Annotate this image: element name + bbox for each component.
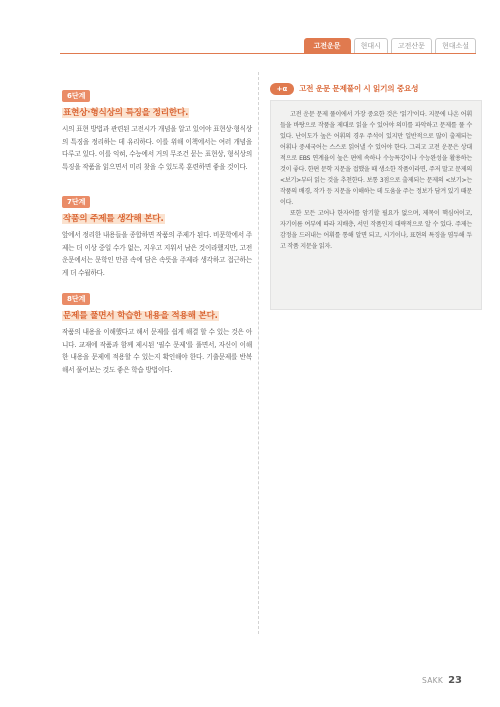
footer-label: SAKK: [422, 676, 444, 685]
column-divider: [258, 72, 259, 634]
tip-box-title: 고전 운문 문제풀이 시 읽기의 중요성: [299, 84, 419, 93]
step-7: [62, 189, 252, 279]
step-body: 앞에서 정리한 내용들을 종합하면 작품의 주제가 된다. 비문학에서 주제는 더 이상 중일 수가 없는, 지우고 지워서 남은 것이라했지만, 고전운문에서는 문학인 만큼 속에 담은 속뜻을 주제라 생각하고 접근하는게 더 수월하다.: [62, 231, 252, 277]
tip-box: [270, 82, 482, 310]
header-rule: [60, 53, 476, 54]
tab-modern-novel[interactable]: 현대소설: [435, 38, 476, 54]
step-body: 작품의 내용을 이해했다고 해서 문제를 쉽게 해결 할 수 있는 것은 아니다. 교재에 작품과 함께 제시된 '필수 문제'를 풀면서, 자신이 이해한 내용을 문제에 적용할 수 있는지 확인해야 한다. 기출문제를 반복해서 풀어보는 것도 좋은 학습 방법이다.: [62, 328, 252, 374]
tab-modern-poetry[interactable]: 현대시: [354, 38, 388, 54]
tip-paragraph: 고전 운문 문제 풀이에서 가장 중요한 것은 '읽기'이다. 지문에 나온 어휘들을 바탕으로 작품을 제대로 읽을 수 있어야 의미를 파악하고 문제를 풀 수 있다. 난이도가 높은 어휘의 경우 주석이 있지만 일반적으로 많이 출제되는 어휘나 중세국어는 스스로 읽어낼 수 있어야 한다. 그리고 고전 운문은 상대적으로 EBS 연계율이 높은 편에 속하나 수능특강이나 수능완성을 활용하는 것이 좋다. 한편 문학 지문을 접했을 때 생소한 작품이라면, 주저 말고 문제의 <보기>부터 읽는 것을 추천한다. 보통 3점으로 출제되는 문제의 <보기>는 작품의 배경, 작가 등 지문을 이해하는 데 도움을 주는 정보가 담겨 있기 때문이다.: [280, 111, 472, 206]
page-number: 23: [448, 675, 462, 686]
step-badge: 6단계: [62, 90, 90, 102]
section-tabs: [304, 38, 476, 54]
step-title-text: 작품의 주제를 생각해 본다.: [63, 214, 164, 224]
step-6: [62, 83, 252, 173]
step-body: 시의 표현 방법과 관련된 고전시가 개념을 알고 있어야 표현상·형식상의 특징을 정리하는 데 유리하다. 이를 위해 이책에서는 여러 개념을 다루고 있다. 이를 익혀, 수능에서 거의 무조건 묻는 표현상, 형식상의 특징을 작품을 읽으면서 미리 찾을 수 있도록 훈련하면 좋을 것이다.: [62, 125, 252, 171]
step-badge: 7단계: [62, 196, 90, 208]
step-title: [62, 212, 252, 224]
step-badge: 8단계: [62, 293, 90, 305]
tip-box-body: [270, 100, 482, 310]
step-8: [62, 286, 252, 376]
tab-classical-prose[interactable]: 고전산문: [391, 38, 432, 54]
plus-alpha-icon: +α: [270, 83, 294, 95]
tab-classical-verse[interactable]: 고전운문: [304, 38, 351, 54]
page-footer: [422, 675, 462, 686]
step-title: [62, 106, 252, 118]
step-title-text: 표현상·형식상의 특징을 정리한다.: [63, 108, 189, 118]
step-title: [62, 309, 252, 321]
step-title-text: 문제를 풀면서 학습한 내용을 적용해 본다.: [63, 311, 218, 321]
tip-paragraph: 또한 모든 고어나 한자어를 암기할 필요가 없으며, 제목이 핵심어이고, 자기이름 여부에 따라 지배층, 서민 작품인지 대략적으로 알 수 있다. 주제는 감정을 드러내는 어휘를 통해 알면 되고, 시기이나, 표현의 특징을 염두해 두고 작품 지문을 읽자.: [280, 210, 472, 250]
tip-box-header: [270, 82, 482, 95]
